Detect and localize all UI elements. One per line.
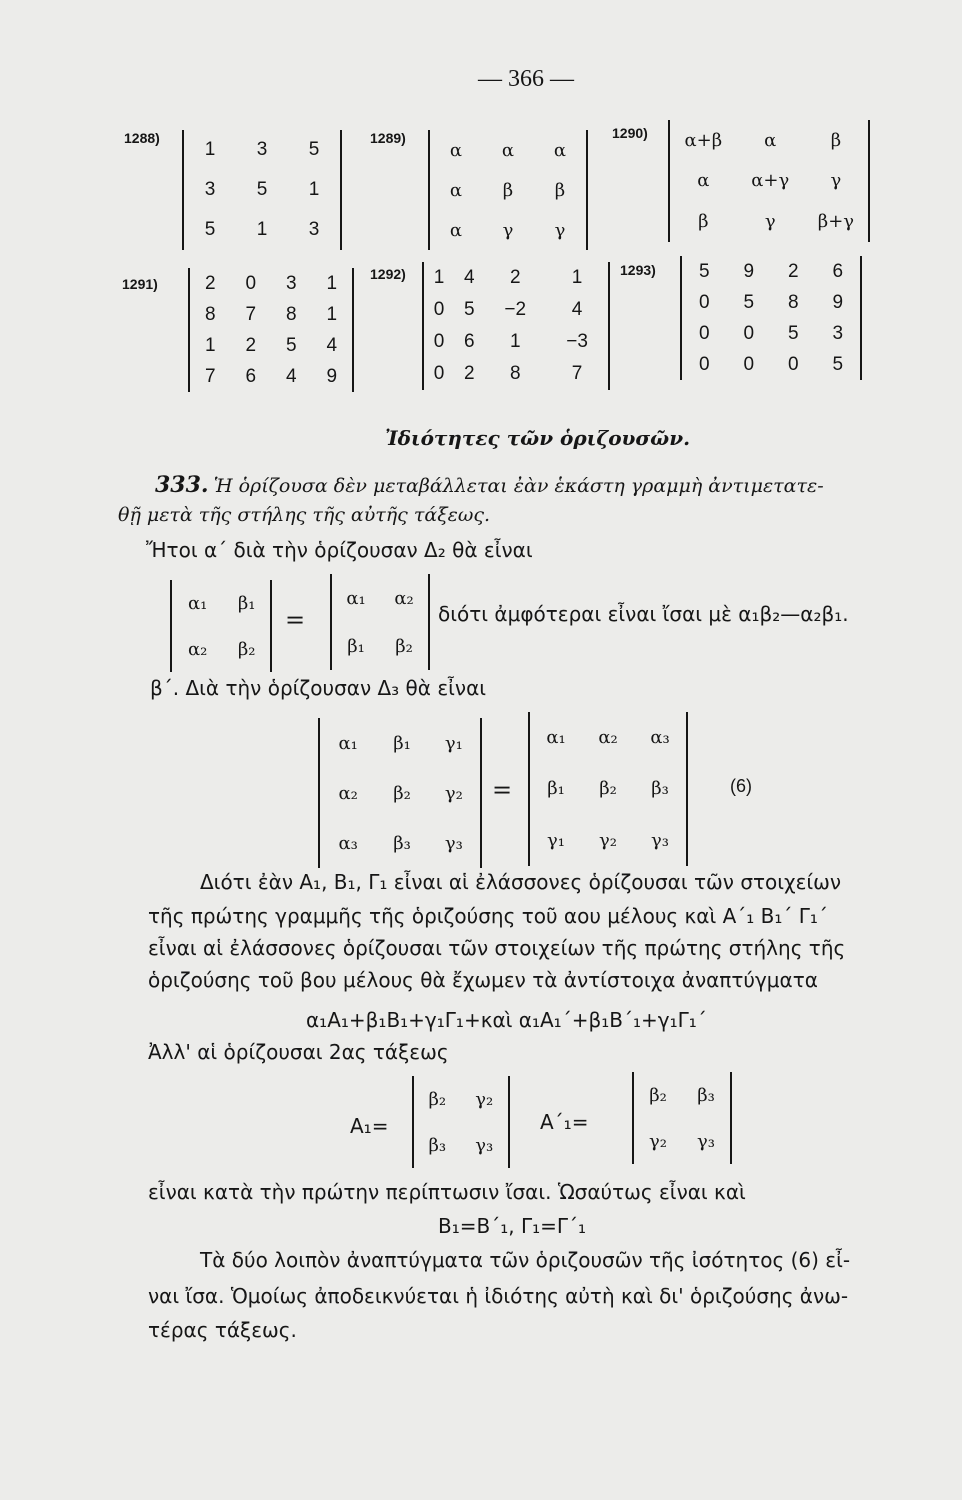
matrix-entry: 2 — [245, 334, 257, 356]
determinant-1290 — [668, 120, 870, 242]
equation-number: (6) — [730, 776, 752, 796]
matrix-entry: 8 — [204, 303, 216, 325]
matrix-entry: 2 — [509, 267, 521, 288]
matrix-entry: −2 — [504, 299, 527, 320]
matrix-entry: γ — [554, 219, 566, 241]
det3-right — [528, 712, 688, 866]
paragraph-333-line2: θῇ μετὰ τῆς στήλης τῆς αὐτῆς τάξεως. — [118, 504, 491, 526]
matrix-entry: β₂ — [395, 635, 413, 657]
determinant-1288 — [182, 130, 342, 250]
matrix-entry: γ₃ — [444, 832, 463, 854]
matrix-entry: γ₃ — [651, 829, 669, 851]
matrix-entry: α₂ — [338, 782, 358, 804]
matrix-entry: 3 — [204, 179, 216, 200]
matrix-entry: α₂ — [394, 587, 414, 609]
matrix-entry: β — [554, 179, 566, 201]
matrix-entry: α₃ — [338, 832, 358, 854]
matrix-entry: 5 — [285, 334, 297, 356]
final-line-1: Τὰ δύο λοιπὸν ἀναπτύγματα τῶν ὁριζουσῶν τῆς ἰσότητος (6) εἶ- — [200, 1248, 851, 1272]
matrix-entry: 0 — [433, 363, 445, 384]
matrix-entry: β₂ — [428, 1088, 447, 1110]
body-line-3: εἶναι αἱ ἐλάσσονες ὁρίζουσαι τῶν στοιχείων τῆς πρώτης στήλης τῆς — [148, 936, 846, 960]
matrix-entry: 0 — [245, 272, 257, 294]
matrix-entry: 0 — [743, 322, 755, 344]
matrix-entry: α₃ — [650, 727, 670, 749]
matrix-entry: 3 — [308, 219, 320, 240]
matrix-entry: 3 — [832, 322, 844, 344]
matrix-entry: 0 — [698, 291, 710, 313]
matrix-entry: 1 — [204, 139, 216, 160]
matrix-entry: γ₃ — [475, 1134, 494, 1156]
matrix-entry: α — [501, 139, 515, 161]
matrix-entry: 6 — [832, 260, 844, 282]
first-case-line: εἶναι κατὰ τὴν πρώτην περίπτωσιν ἴσαι. Ὡσαύτως εἶναι καὶ — [148, 1180, 746, 1204]
matrix-entry: α — [764, 129, 777, 151]
matrix-entry: α — [697, 170, 710, 192]
matrix-entry: γ — [764, 211, 776, 233]
matrix-entry: 6 — [463, 331, 475, 352]
matrix-entry: 4 — [463, 267, 475, 288]
matrix-entry: α+γ — [751, 170, 790, 192]
page-number: — 366 — — [478, 66, 574, 92]
matrix-entry: β₃ — [651, 778, 669, 800]
det2-right — [330, 574, 430, 670]
matrix-entry: 5 — [832, 353, 844, 375]
all-line: Ἀλλ' αἱ ὁρίζουσαι 2ας τάξεως — [148, 1040, 449, 1064]
paragraph-333-text: Ἡ ὁρίζουσα δὲν μεταβάλλεται ἐὰν ἑκάστη γραμμὴ ἀντιμετατε- — [213, 475, 824, 497]
matrix-entry: 4 — [285, 365, 297, 387]
matrix-entry: γ₂ — [599, 829, 617, 851]
matrix-entry: 1 — [326, 303, 338, 325]
det2-left — [170, 580, 272, 672]
matrix-entry: 6 — [245, 365, 257, 387]
matrix-entry: 7 — [571, 363, 583, 384]
matrix-entry: γ₂ — [444, 782, 463, 804]
section-heading: Ἰδιότητες τῶν ὁριζουσῶν. — [385, 426, 691, 450]
matrix-entry: β₂ — [393, 782, 411, 804]
matrix-entry: α₁ — [346, 587, 366, 609]
matrix-entry: γ₁ — [547, 829, 565, 851]
matrix-entry: 4 — [326, 334, 338, 356]
matrix-entry: β₁ — [347, 635, 365, 657]
matrix-entry: 5 — [698, 260, 710, 282]
matrix-entry: β₂ — [649, 1084, 667, 1106]
beta-line: β΄. Διὰ τὴν ὁρίζουσαν Δ₃ θὰ εἶναι — [150, 676, 487, 700]
matrix-entry: 3 — [285, 272, 297, 294]
matrix-entry: 2 — [204, 272, 216, 294]
matrix-entry: β — [502, 179, 514, 201]
matrix-entry: β₃ — [393, 832, 411, 854]
expansion-formula: α₁Α₁+β₁Β₁+γ₁Γ₁+καὶ α₁Α₁΄+β₁Β΄₁+γ₁Γ₁΄ — [306, 1008, 707, 1032]
matrix-entry: −3 — [566, 331, 588, 352]
alpha-line: Ἤτοι α΄ διὰ τὴν ὁρίζουσαν Δ₂ θὰ εἶναι — [146, 538, 533, 562]
matrix-entry: 2 — [463, 363, 475, 384]
matrix-entry: α+β — [684, 129, 723, 151]
matrix-entry: α₁ — [338, 732, 358, 754]
A1p-determinant — [632, 1072, 732, 1164]
paragraph-333-line1 — [155, 472, 824, 498]
matrix-entry: α₂ — [598, 727, 618, 749]
matrix-entry: 4 — [571, 299, 583, 320]
matrix-entry: β — [830, 129, 842, 151]
matrix-entry: 0 — [433, 331, 445, 352]
matrix-entry: α₁ — [546, 727, 566, 749]
det2-reason: διότι ἀμφότεραι εἶναι ἴσαι μὲ α₁β₂—α₂β₁. — [438, 602, 849, 626]
matrix-entry: α₁ — [187, 592, 208, 614]
B-G-equalities: Β₁=Β΄₁, Γ₁=Γ΄₁ — [438, 1214, 587, 1238]
final-line-3: τέρας τάξεως. — [148, 1318, 297, 1342]
matrix-entry: β₁ — [393, 732, 411, 754]
matrix-entry: 5 — [787, 322, 799, 344]
matrix-entry: β₁ — [237, 592, 256, 614]
matrix-entry: 1 — [204, 334, 216, 356]
matrix-entry: 1 — [571, 267, 583, 288]
matrix-entry: 5 — [256, 179, 268, 200]
matrix-entry: 0 — [743, 353, 755, 375]
matrix-entry: γ — [502, 219, 514, 241]
det3-left — [318, 718, 482, 868]
label-1290: 1290) — [612, 125, 648, 141]
matrix-entry: α — [449, 179, 463, 201]
label-1292: 1292) — [370, 266, 406, 282]
paragraph-number: 333. — [155, 472, 209, 498]
matrix-entry: α — [449, 139, 463, 161]
matrix-entry: 1 — [308, 179, 320, 200]
matrix-entry: 1 — [433, 267, 445, 288]
matrix-entry: 5 — [463, 299, 475, 320]
matrix-entry: 0 — [787, 353, 799, 375]
matrix-entry: 0 — [698, 322, 710, 344]
label-1288: 1288) — [124, 130, 160, 146]
matrix-entry: 5 — [308, 139, 320, 160]
matrix-entry: β₃ — [697, 1084, 715, 1106]
label-1289: 1289) — [370, 130, 406, 146]
matrix-entry: 3 — [256, 139, 268, 160]
matrix-entry: α — [553, 139, 567, 161]
label-1293: 1293) — [620, 262, 656, 278]
body-line-4: ὁριζούσης τοῦ βου μέλους θὰ ἔχωμεν τὰ ἀντίστοιχα ἀναπτύγματα — [148, 968, 818, 992]
matrix-entry: α₂ — [187, 638, 208, 660]
matrix-entry: 5 — [743, 291, 755, 313]
matrix-entry: γ — [830, 170, 842, 192]
matrix-entry: 9 — [832, 291, 844, 313]
matrix-entry: γ₁ — [444, 732, 463, 754]
determinant-1293 — [680, 256, 862, 380]
matrix-entry: γ₃ — [697, 1130, 715, 1152]
equals-sign-2: = — [492, 776, 513, 804]
matrix-entry: α — [449, 219, 463, 241]
determinant-1291 — [188, 268, 354, 392]
matrix-entry: 7 — [204, 365, 216, 387]
matrix-entry: 0 — [698, 353, 710, 375]
equals-sign: = — [285, 606, 306, 634]
matrix-entry: β₂ — [237, 638, 256, 660]
matrix-entry: 1 — [326, 272, 338, 294]
matrix-entry: β+γ — [817, 211, 855, 233]
matrix-entry: 9 — [326, 365, 338, 387]
A1p-label: Α΄₁= — [540, 1110, 589, 1134]
matrix-entry: 9 — [743, 260, 755, 282]
matrix-entry: 8 — [509, 363, 521, 384]
matrix-entry: 1 — [256, 219, 268, 240]
matrix-entry: β₃ — [428, 1134, 447, 1156]
final-line-2: ναι ἴσα. Ὁμοίως ἀποδεικνύεται ἡ ἰδιότης αὐτὴ καὶ δι' ὁριζούσης ἀνω- — [148, 1284, 849, 1308]
matrix-entry: 8 — [787, 291, 799, 313]
matrix-entry: β₂ — [599, 778, 617, 800]
matrix-entry: β₁ — [547, 778, 565, 800]
matrix-entry: 8 — [285, 303, 297, 325]
A1-determinant — [412, 1076, 510, 1168]
matrix-entry: 2 — [787, 260, 799, 282]
body-line-1: Διότι ἐὰν Α₁, Β₁, Γ₁ εἶναι αἱ ἐλάσσονες ὁρίζουσαι τῶν στοιχείων — [200, 870, 842, 894]
A1-label: Α₁= — [350, 1114, 389, 1138]
matrix-entry: 5 — [204, 219, 216, 240]
matrix-entry: β — [698, 211, 709, 233]
determinant-1289 — [428, 130, 588, 250]
matrix-entry: γ₂ — [649, 1130, 667, 1152]
matrix-entry: 1 — [509, 331, 521, 352]
matrix-entry: 7 — [245, 303, 257, 325]
body-line-2: τῆς πρώτης γραμμῆς τῆς ὁριζούσης τοῦ αου μέλους καὶ Α΄₁ Β₁΄ Γ₁΄ — [148, 904, 828, 928]
matrix-entry: γ₂ — [475, 1088, 494, 1110]
label-1291: 1291) — [122, 276, 158, 292]
determinant-1292 — [422, 262, 610, 390]
matrix-entry: 0 — [433, 299, 445, 320]
